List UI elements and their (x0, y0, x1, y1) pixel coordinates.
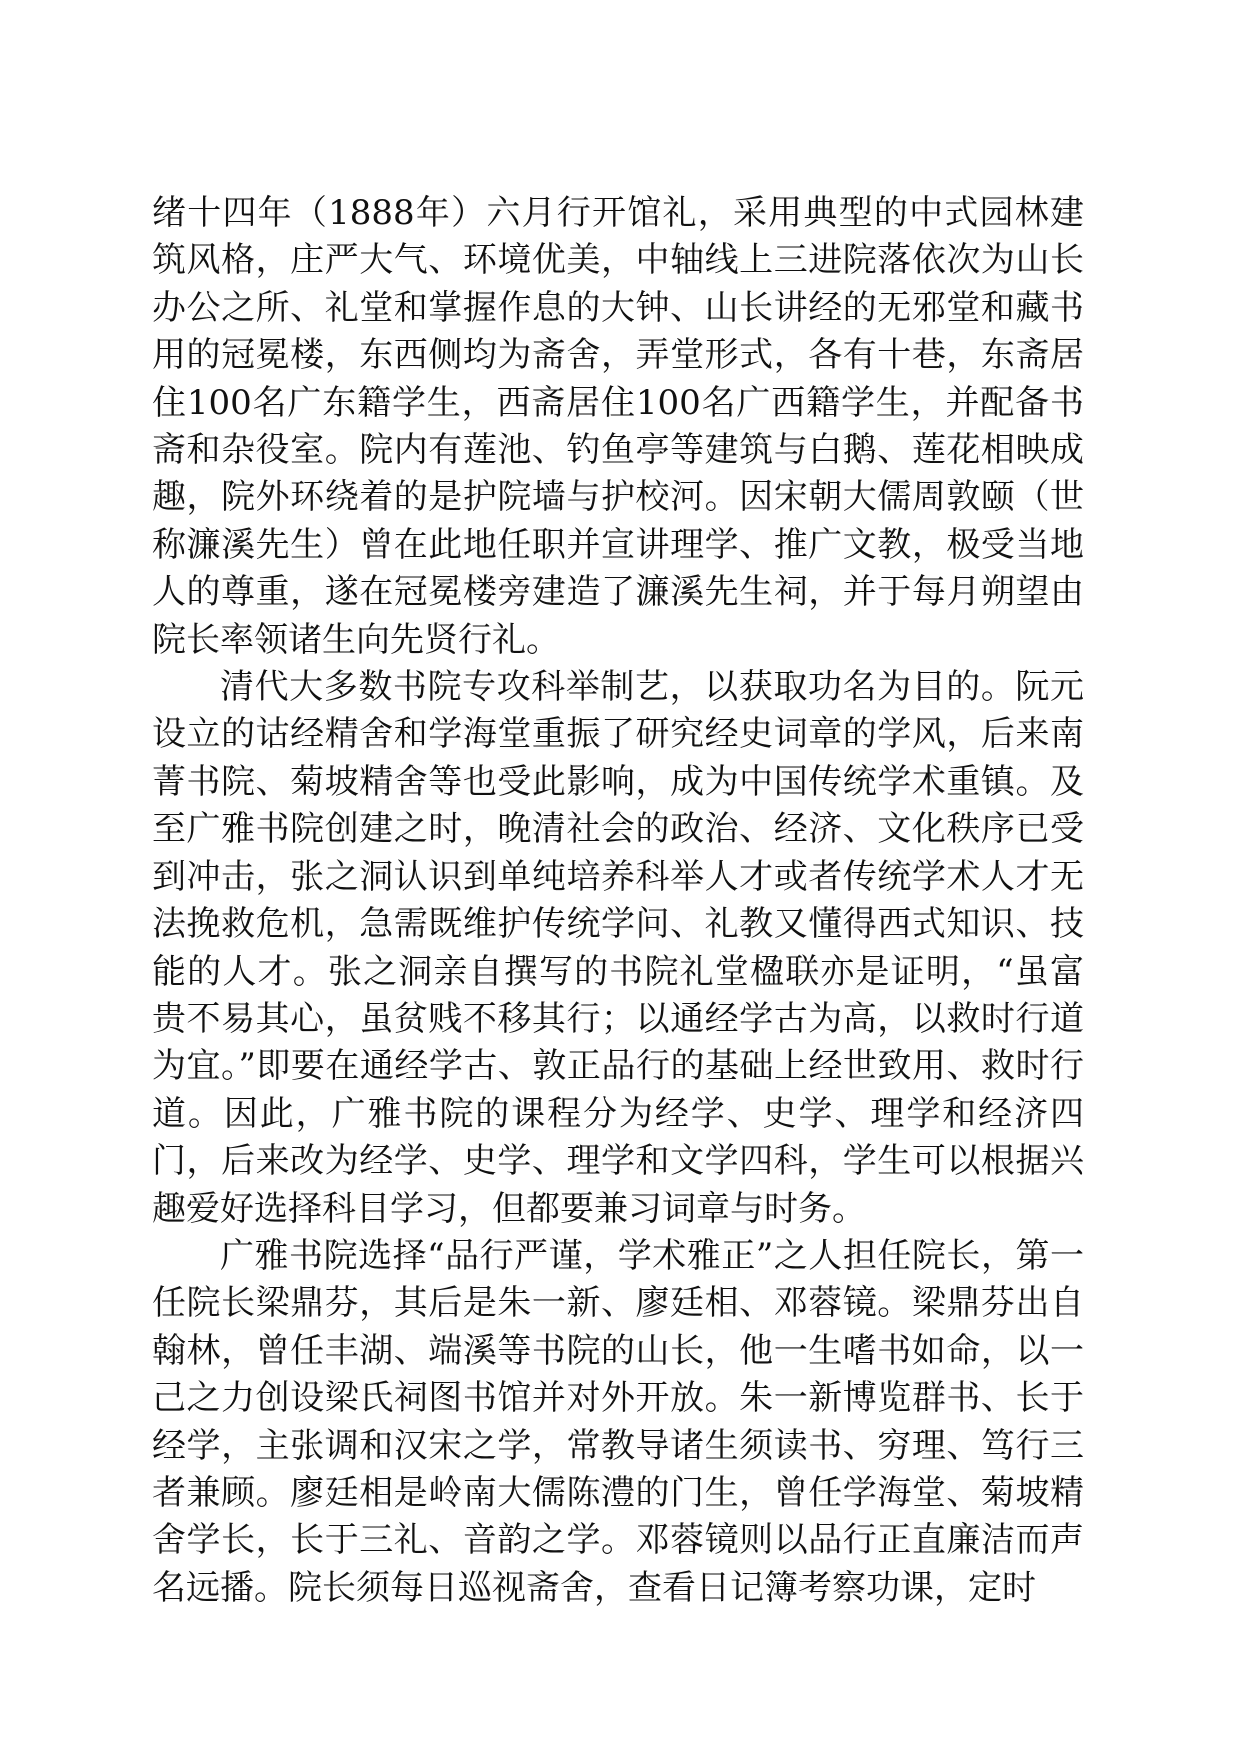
paragraph-2: 清代大多数书院专攻科举制艺，以获取功名为目的。阮元设立的诂经精舍和学海堂重振了研究经史词章的学风，后来南菁书院、菊坡精舍等也受此影响，成为中国传统学术重镇。及至广雅书院创建之时，晚清社会的政治、经济、文化秩序已受到冲击，张之洞认识到单纯培养科举人才或者传统学术人才无法挽救危机，急需既维护传统学问、礼教又懂得西式知识、技能的人才。张之洞亲自撰写的书院礼堂楹联亦是证明，“虽富贵不易其心，虽贫贱不移其行；以通经学古为高，以救时行道为宜。”即要在通经学古、敦正品行的基础上经世致用、救时行道。因此，广雅书院的课程分为经学、史学、理学和经济四门，后来改为经学、史学、理学和文学四科，学生可以根据兴趣爱好选择科目学习，但都要兼习词章与时务。 (152, 667, 1084, 1229)
body-text (152, 190, 1084, 1612)
paragraph-3: 广雅书院选择“品行严谨，学术雅正”之人担任院长，第一任院长梁鼎芬，其后是朱一新、廖廷相、邓蓉镜。梁鼎芬出自翰林，曾任丰湖、端溪等书院的山长，他一生嗜书如命，以一己之力创设梁氏祠图书馆并对外开放。朱一新博览群书、长于经学，主张调和汉宋之学，常教导诸生须读书、穷理、笃行三者兼顾。廖廷相是岭南大儒陈澧的门生，曾任学海堂、菊坡精舍学长，长于三礼、音韵之学。邓蓉镜则以品行正直廉洁而声名远播。院长须每日巡视斋舍，查看日记簿考察功课，定时 (152, 1235, 1084, 1608)
paragraph-1: 绪十四年（1888年）六月行开馆礼，采用典型的中式园林建筑风格，庄严大气、环境优美，中轴线上三进院落依次为山长办公之所、礼堂和掌握作息的大钟、山长讲经的无邪堂和藏书用的冠冕楼，东西侧均为斋舍，弄堂形式，各有十巷，东斋居住100名广东籍学生，西斋居住100名广西籍学生，并配备书斋和杂役室。院内有莲池、钓鱼亭等建筑与白鹅、莲花相映成趣，院外环绕着的是护院墙与护校河。因宋朝大儒周敦颐（世称濂溪先生）曾在此地任职并宣讲理学、推广文教，极受当地人的尊重，遂在冠冕楼旁建造了濂溪先生祠，并于每月朔望由院长率领诸生向先贤行礼。 (152, 193, 1084, 660)
